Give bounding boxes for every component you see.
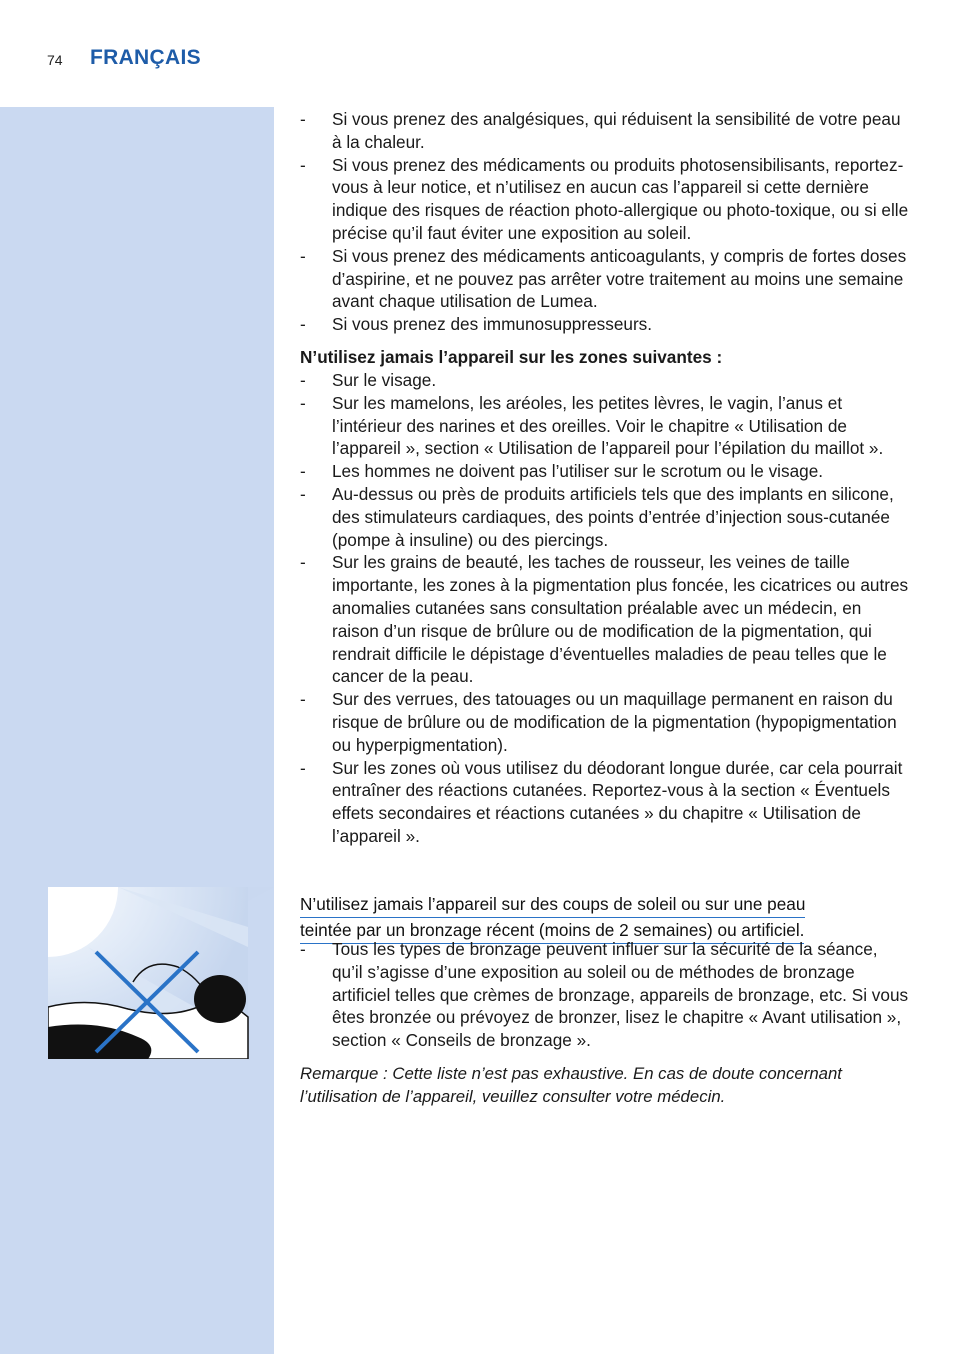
page-number: 74 [47,52,63,68]
list-item: - Si vous prenez des médicaments anticoagulants, y compris de fortes doses d’aspirine, et ne pouvez pas arrêter votre traitement au moins une semaine avant chaque utilisation de Lumea. [300,245,910,313]
note-text: Remarque : Cette liste n’est pas exhaustive. En cas de doute concernant l’utilisation de l’appareil, veuillez consulter votre médecin. [300,1064,842,1106]
list-item: - Si vous prenez des analgésiques, qui réduisent la sensibilité de votre peau à la chaleur. [300,108,910,154]
list-item: - Sur des verrues, des tatouages ou un maquillage permanent en raison du risque de brûlure ou de modification de la pigmentation (hypopigmentation ou hyperpigmentation). [300,688,910,756]
sun-heading [300,893,910,945]
zones-list-block [300,369,910,848]
no-sunbathing-icon [48,887,274,1059]
sidebar-band [0,107,274,1354]
list-item: - Tous les types de bronzage peuvent influer sur la sécurité de la séance, qu’il s’agisse d’une exposition au soleil ou de méthodes de bronzage artificiel telles que crèmes de bronzage, appareils de bronzage, etc. Si vous êtes bronzée ou prévoyez de bronzer, lisez le chapitre « Avant utilisation », section « Conseils de bronzage ». [300,938,910,1052]
list-item: - Les hommes ne doivent pas l’utiliser sur le scrotum ou le visage. [300,460,910,483]
intro-list-block [300,108,910,336]
zones-heading: N’utilisez jamais l’appareil sur les zones suivantes : [300,347,723,367]
list-item: - Sur le visage. [300,369,910,392]
list-item: - Si vous prenez des médicaments ou produits photosensibilisants, reportez-vous à leur notice, et n’utilisez en aucun cas l’appareil si cette dernière indique des risques de réaction photo-allergique ou photo-toxique, ou si elle précise qu’il faut éviter une exposition au soleil. [300,154,910,245]
list-item: - Sur les mamelons, les aréoles, les petites lèvres, le vagin, l’anus et l’intérieur des narines et des oreilles. Voir le chapitre « Utilisation de l’appareil », section « Utilisation de l’appareil pour l’épilation du maillot ». [300,392,910,460]
sun-heading-line-1: N’utilisez jamais l’appareil sur des coups de soleil ou sur une peau [300,893,805,918]
sun-heading-line-2: teintée par un bronzage récent (moins de 2 semaines) ou artificiel. [300,919,804,944]
list-item: - Sur les zones où vous utilisez du déodorant longue durée, car cela pourrait entraîner des réactions cutanées. Reportez-vous à la section « Éventuels effets secondaires et réactions cutanées » du chapitre « Utilisation de l’appareil ». [300,757,910,848]
list-item: - Si vous prenez des immunosuppresseurs. [300,313,910,336]
list-item: - Sur les grains de beauté, les taches de rousseur, les veines de taille importante, les zones à la pigmentation plus foncée, les cicatrices ou autres anomalies cutanées sans consultation préalable avec un médecin, en raison d’un risque de brûlure ou de modification de la pigmentation, qui rendrait difficile le dépistage d’éventuelles maladies de peau telles que le cancer de la peau. [300,551,910,688]
list-item: - Au-dessus ou près de produits artificiels tels que des implants en silicone, des stimulateurs cardiaques, des points d’entrée d’injection sous-cutanée (pompe à insuline) ou des piercings. [300,483,910,551]
sun-list-block [300,938,910,1052]
section-title: FRANÇAIS [90,46,201,69]
